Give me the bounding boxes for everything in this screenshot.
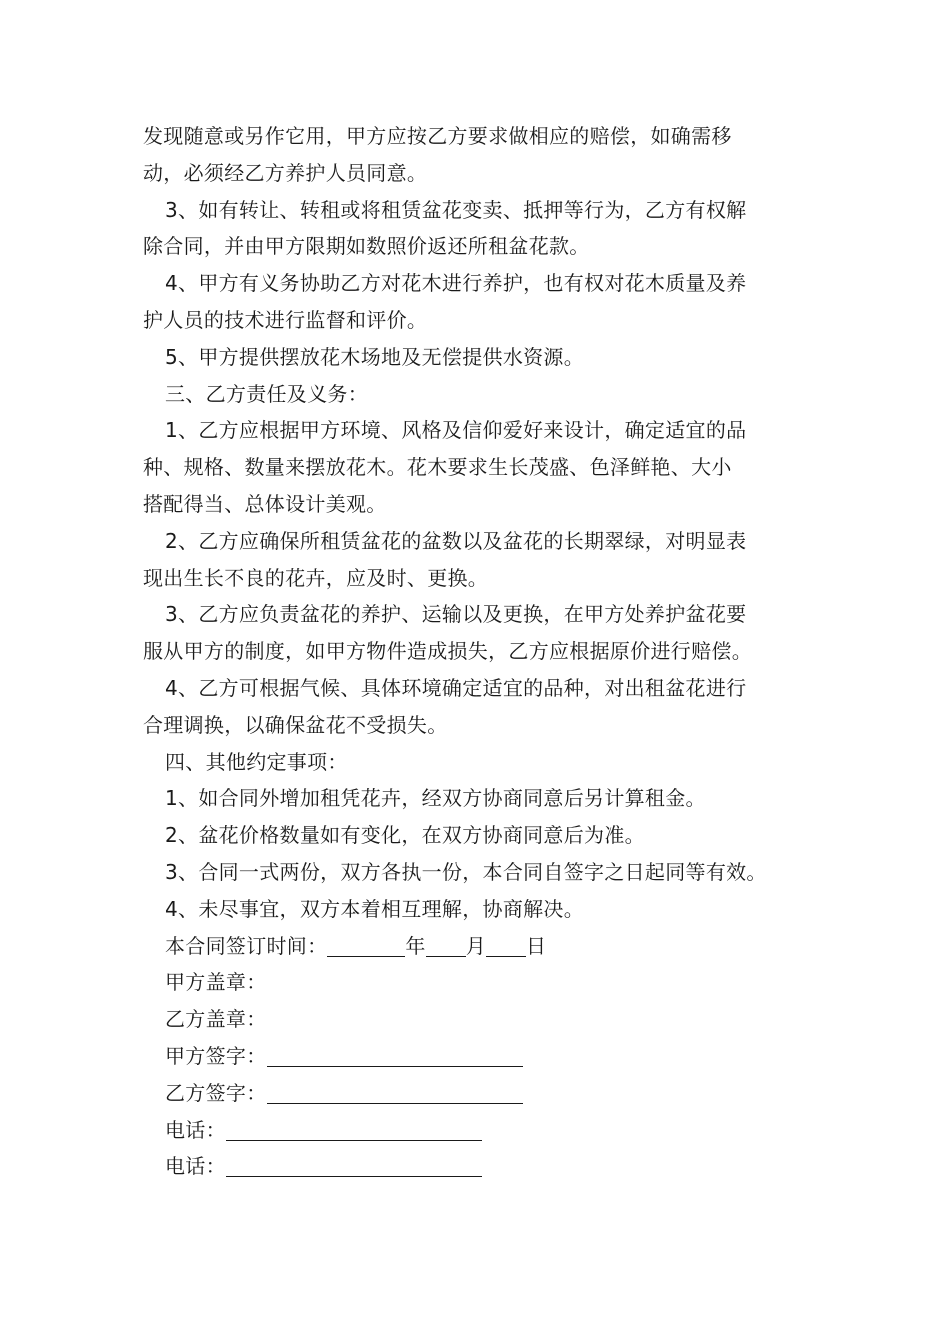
party-a-signature-row [143,1038,815,1075]
clause-line: 现出生长不良的花卉，应及时、更换。 [143,565,489,590]
clause-line: 4、甲方有义务协助乙方对花木进行养护，也有权对花木质量及养 [165,271,747,296]
phone-blank[interactable] [226,1118,482,1141]
contract-body [143,118,815,1185]
section-heading: 三、乙方责任及义务： [165,381,368,406]
year-blank[interactable] [327,934,405,957]
clause-line: 服从甲方的制度，如甲方物件造成损失，乙方应根据原价进行赔偿。 [143,639,752,664]
clause-line: 3、乙方应负责盆花的养护、运输以及更换，在甲方处养护盆花要 [165,602,747,627]
phone-label: 电话： [165,1117,226,1142]
party-a-seal-label: 甲方盖章： [165,970,267,995]
clause-line: 4、乙方可根据气候、具体环境确定适宜的品种，对出租盆花进行 [165,675,747,700]
party-b-signature-label: 乙方签字： [165,1080,267,1105]
phone-label: 电话： [165,1154,226,1179]
clause-line: 3、合同一式两份，双方各执一份，本合同自签字之日起同等有效。 [165,859,767,884]
clause-line: 4、未尽事宜，双方本着相互理解，协商解决。 [165,896,585,921]
clause-line: 种、规格、数量来摆放花木。花木要求生长茂盛、色泽鲜艳、大小 [143,455,732,480]
clause-line: 合理调换，以确保盆花不受损失。 [143,712,448,737]
party-a-signature-blank[interactable] [267,1044,523,1067]
party-a-signature-label: 甲方签字： [165,1043,267,1068]
clause-line: 搭配得当、总体设计美观。 [143,491,387,516]
clause-line: 1、乙方应根据甲方环境、风格及信仰爱好来设计，确定适宜的品 [165,418,747,443]
day-unit: 日 [526,933,547,958]
year-unit: 年 [405,933,426,958]
day-blank[interactable] [486,934,526,957]
month-blank[interactable] [426,934,466,957]
paragraph-line: 动，必须经乙方养护人员同意。 [143,160,428,185]
clause-line: 2、盆花价格数量如有变化，在双方协商同意后为准。 [165,823,645,848]
section-heading: 四、其他约定事项： [165,749,348,774]
party-b-signature-blank[interactable] [267,1081,523,1104]
clause-line: 除合同，并由甲方限期如数照价返还所租盆花款。 [143,234,590,259]
clause-line: 2、乙方应确保所租赁盆花的盆数以及盆花的长期翠绿，对明显表 [165,528,747,553]
phone-blank[interactable] [226,1154,482,1177]
month-unit: 月 [465,933,487,958]
signing-date-label: 本合同签订时间： [165,933,328,958]
party-b-signature-row [143,1075,815,1112]
signing-date-row [143,928,815,965]
phone-row-1 [143,1112,815,1149]
clause-line: 护人员的技术进行监督和评价。 [143,307,428,332]
clause-line: 3、如有转让、转租或将租赁盆花变卖、抵押等行为，乙方有权解 [165,197,747,222]
clause-line: 5、甲方提供摆放花木场地及无偿提供水资源。 [165,344,585,369]
paragraph-line: 发现随意或另作它用，甲方应按乙方要求做相应的赔偿，如确需移 [143,124,732,148]
party-b-seal-label: 乙方盖章： [165,1007,267,1032]
clause-line: 1、如合同外增加租凭花卉，经双方协商同意后另计算租金。 [165,786,706,811]
phone-row-2 [143,1148,815,1185]
